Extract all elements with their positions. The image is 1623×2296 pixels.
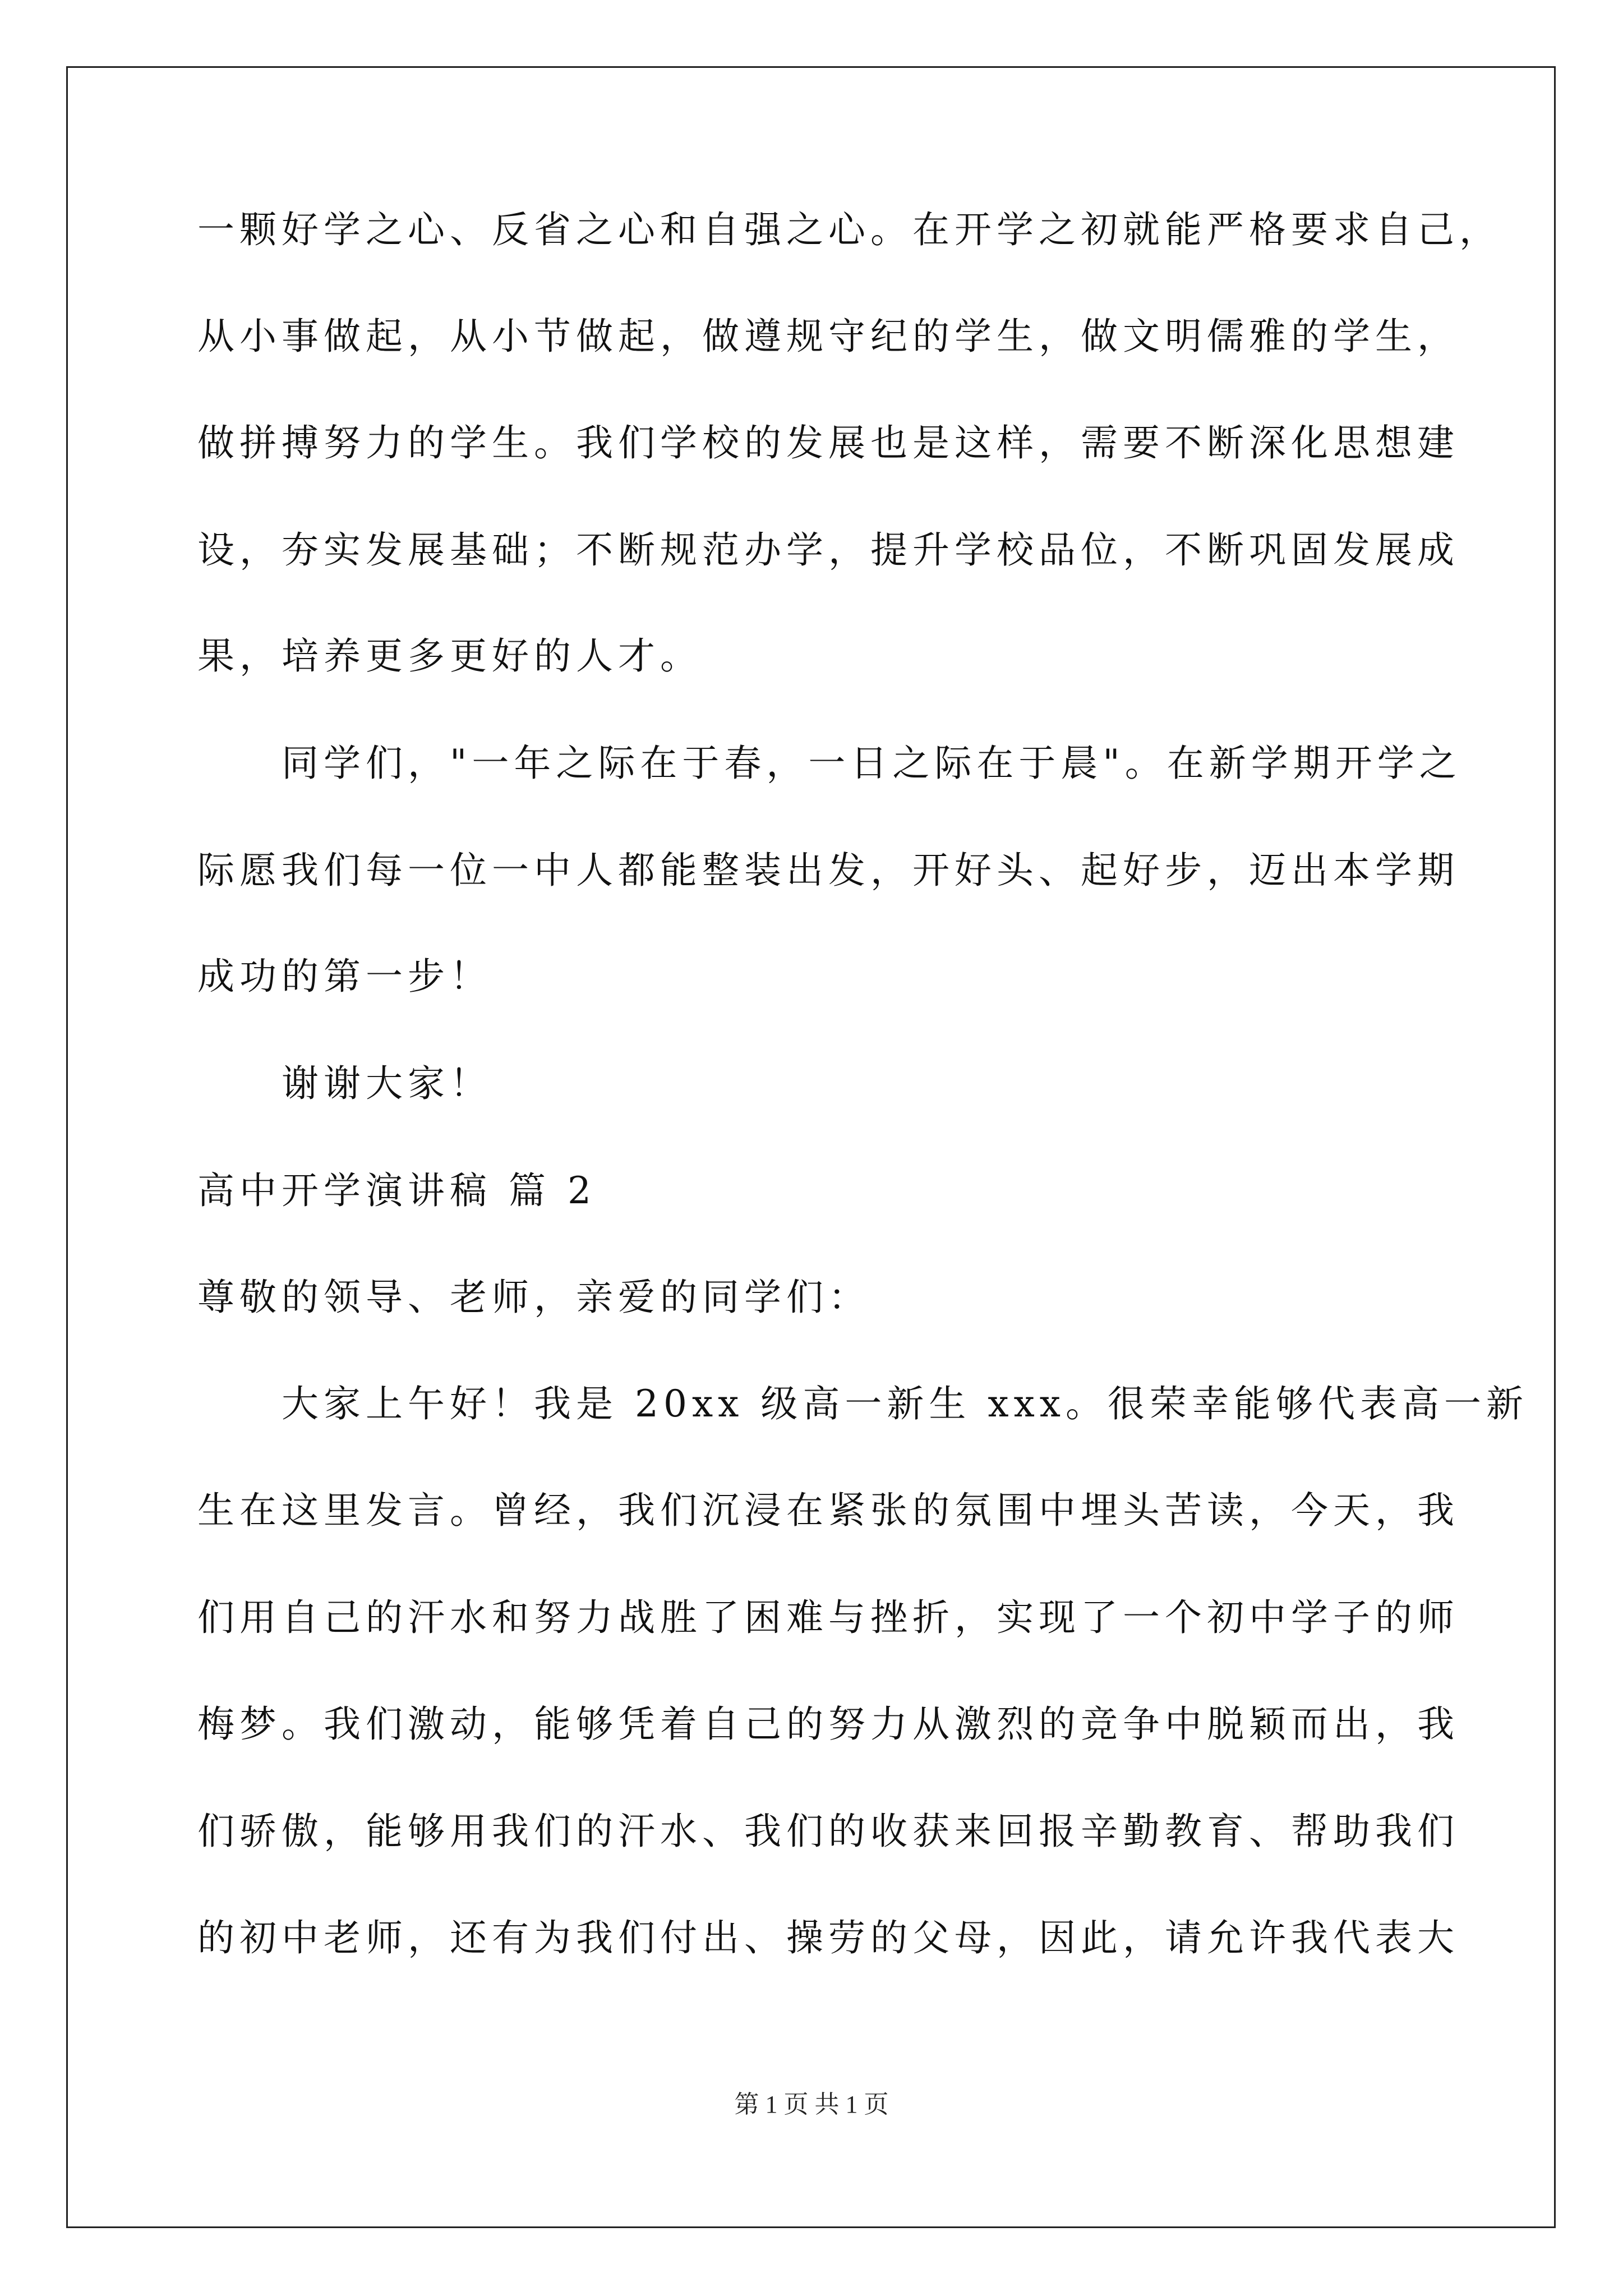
text-line: 一颗好学之心、反省之心和自强之心。在开学之初就能严格要求自己， [197, 208, 1501, 251]
section-heading: 高中开学演讲稿 篇 2 [197, 1169, 596, 1212]
paragraph-start-line: 大家上午好！我是 20xx 级高一新生 xxx。很荣幸能够代表高一新 [282, 1382, 1529, 1425]
text-line: 梅梦。我们激动，能够凭着自己的努力从激烈的竞争中脱颖而出，我 [197, 1703, 1459, 1746]
paragraph-start-line: 谢谢大家！ [282, 1062, 492, 1105]
page-footer: 第 1 页 共 1 页 [734, 2091, 889, 2118]
text-line: 际愿我们每一位一中人都能整装出发，开好头、起好步，迈出本学期 [197, 849, 1459, 892]
text-line: 成功的第一步！ [197, 955, 492, 998]
text-line: 的初中老师，还有为我们付出、操劳的父母，因此，请允许我代表大 [197, 1916, 1459, 1959]
text-line: 设，夯实发展基础；不断规范办学，提升学校品位，不断巩固发展成 [197, 528, 1459, 572]
text-line: 果，培养更多更好的人才。 [197, 634, 702, 678]
text-line: 们用自己的汗水和努力战胜了困难与挫折，实现了一个初中学子的师 [197, 1596, 1459, 1639]
salutation-line: 尊敬的领导、老师，亲爱的同学们： [197, 1276, 870, 1319]
text-line: 生在这里发言。曾经，我们沉浸在紧张的氛围中埋头苦读，今天，我 [197, 1489, 1459, 1532]
text-line: 从小事做起，从小节做起，做遵规守纪的学生，做文明儒雅的学生， [197, 315, 1459, 358]
page-border [66, 66, 1556, 2228]
text-line: 们骄傲，能够用我们的汗水、我们的收获来回报辛勤教育、帮助我们 [197, 1810, 1459, 1853]
paragraph-start-line: 同学们，"一年之际在于春，一日之际在于晨"。在新学期开学之 [282, 742, 1461, 785]
text-line: 做拼搏努力的学生。我们学校的发展也是这样，需要不断深化思想建 [197, 421, 1459, 464]
